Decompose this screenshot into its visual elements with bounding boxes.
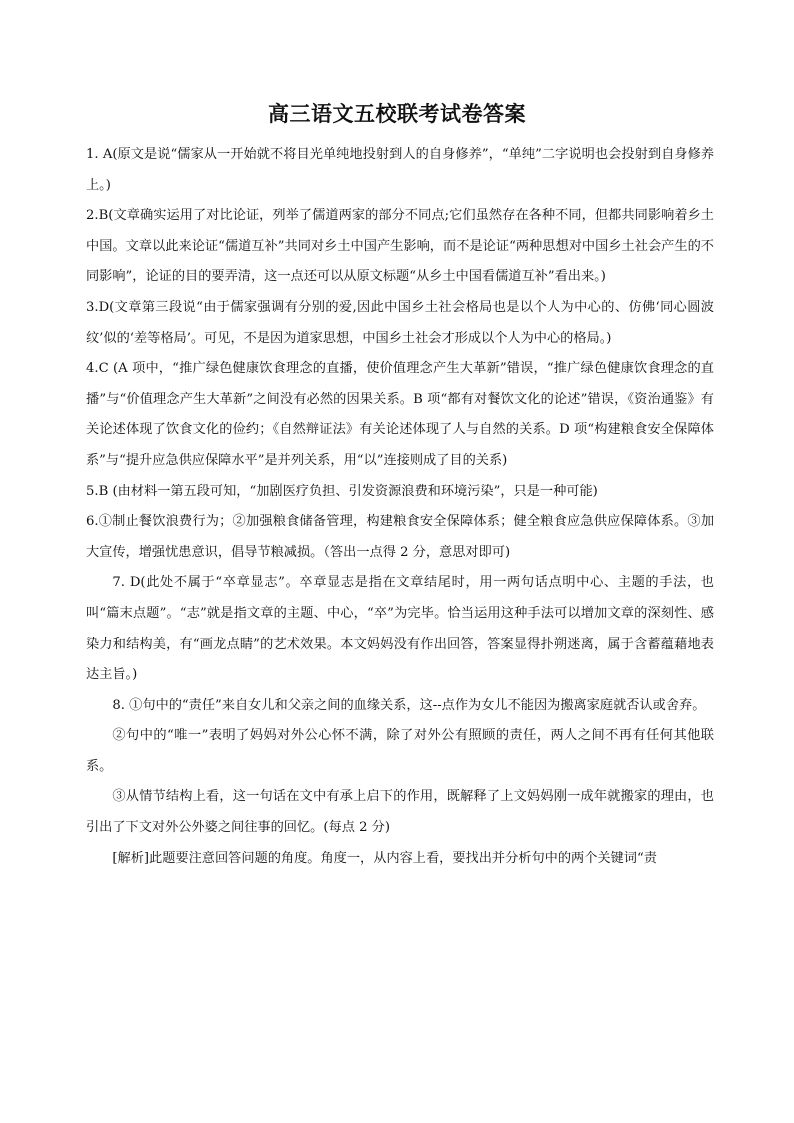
answer-item-7: 7. D(此处不属于“卒章显志”。卒章显志是指在文章结尾时，用一两句话点明中心、主题的手法，也叫“篇末点题”。“志”就是指文章的主题、中心，“卒”为完毕。恰当运用这种手法可以增加文章的深刻性、感染力和结构美，有“画龙点睛”的艺术效果。本文妈妈没有作出回答，答案显得扑朔迷离，属于含蓄蕴藉地表达主旨。) (86, 575, 714, 683)
answer-content (86, 140, 714, 874)
answer-item-6: 6.①制止餐饮浪费行为；②加强粮食储备管理，构建粮食安全保障体系；健全粮食应急供应保障体系。③加大宣传，增强忧患意识，倡导节粮减损。（答出一点得 2 分，意思对即可) (86, 514, 714, 560)
answer-item-3: 3.D(文章第三段说“由于儒家强调有分别的爱,因此中国乡土社会格局也是以个人为中心的、仿佛‘同心圆波纹’似的‘差等格局’。可见，不是因为道家思想，中国乡土社会才形成以个人为中心的格局。) (86, 299, 714, 346)
answer-item-8-point-3: ③从情节结构上看，这一句话在文中有承上启下的作用，既解释了上文妈妈刚一成年就搬家的理由，也引出了下文对外公外婆之间往事的回忆。(每点 2 分) (86, 789, 714, 836)
page-title: 高三语文五校联考试卷答案 (268, 102, 526, 126)
answer-item-5: 5.B (由材料一第五段可知，“加剧医疗负担、引发资源浪费和环境污染”，只是一种可能) (86, 483, 598, 499)
answer-item-8-point-2: ②句中的“唯一”表明了妈妈对外公心怀不满，除了对外公有照顾的责任，两人之间不再有任何其他联系。 (86, 728, 714, 774)
answer-item-8-analysis: [解析]此题要注意回答问题的角度。角度一，从内容上看，要找出并分析句中的两个关键词“责 (112, 850, 657, 866)
answer-item-8-point-1: 8. ①句中的“责任”来自女儿和父亲之间的血缘关系，这--点作为女儿不能因为搬离家庭就否认或舍弃。 (112, 697, 706, 713)
answer-item-2: 2.B(文章确实运用了对比论证，列举了儒道两家的部分不同点;它们虽然存在各种不同，但都共同影响着乡土中国。文章以此来论证“儒道互补”共同对乡土中国产生影响，而不是论证“两种思想对中国乡土社会产生的不同影响”，论证的目的要弄清，这一点还可以从原文标题“从乡土中国看儒道互补”看出来。) (86, 208, 714, 285)
answer-item-4: 4.C (A 项中，“推广绿色健康饮食理念的直播，使价值理念产生大革新”错误，“推广绿色健康饮食理念的直播”与“价值理念产生大革新”之间没有必然的因果关系。B 项“都有对餐饮文化的论述”错误，《资治通鉴》有关论述体现了饮食文化的俭约；《自然辩证法》有关论述体现了人与自然的关系。D 项“构建粮食安全保障体系”与“提升应急供应保障水平”是并列关系，用“以”连接则成了目的关系) (86, 361, 714, 468)
answer-item-1: 1. A(原文是说“儒家从一开始就不将目光单纯地投射到人的自身修养”，“单纯”二字说明也会投射到自身修养上。) (86, 147, 714, 193)
